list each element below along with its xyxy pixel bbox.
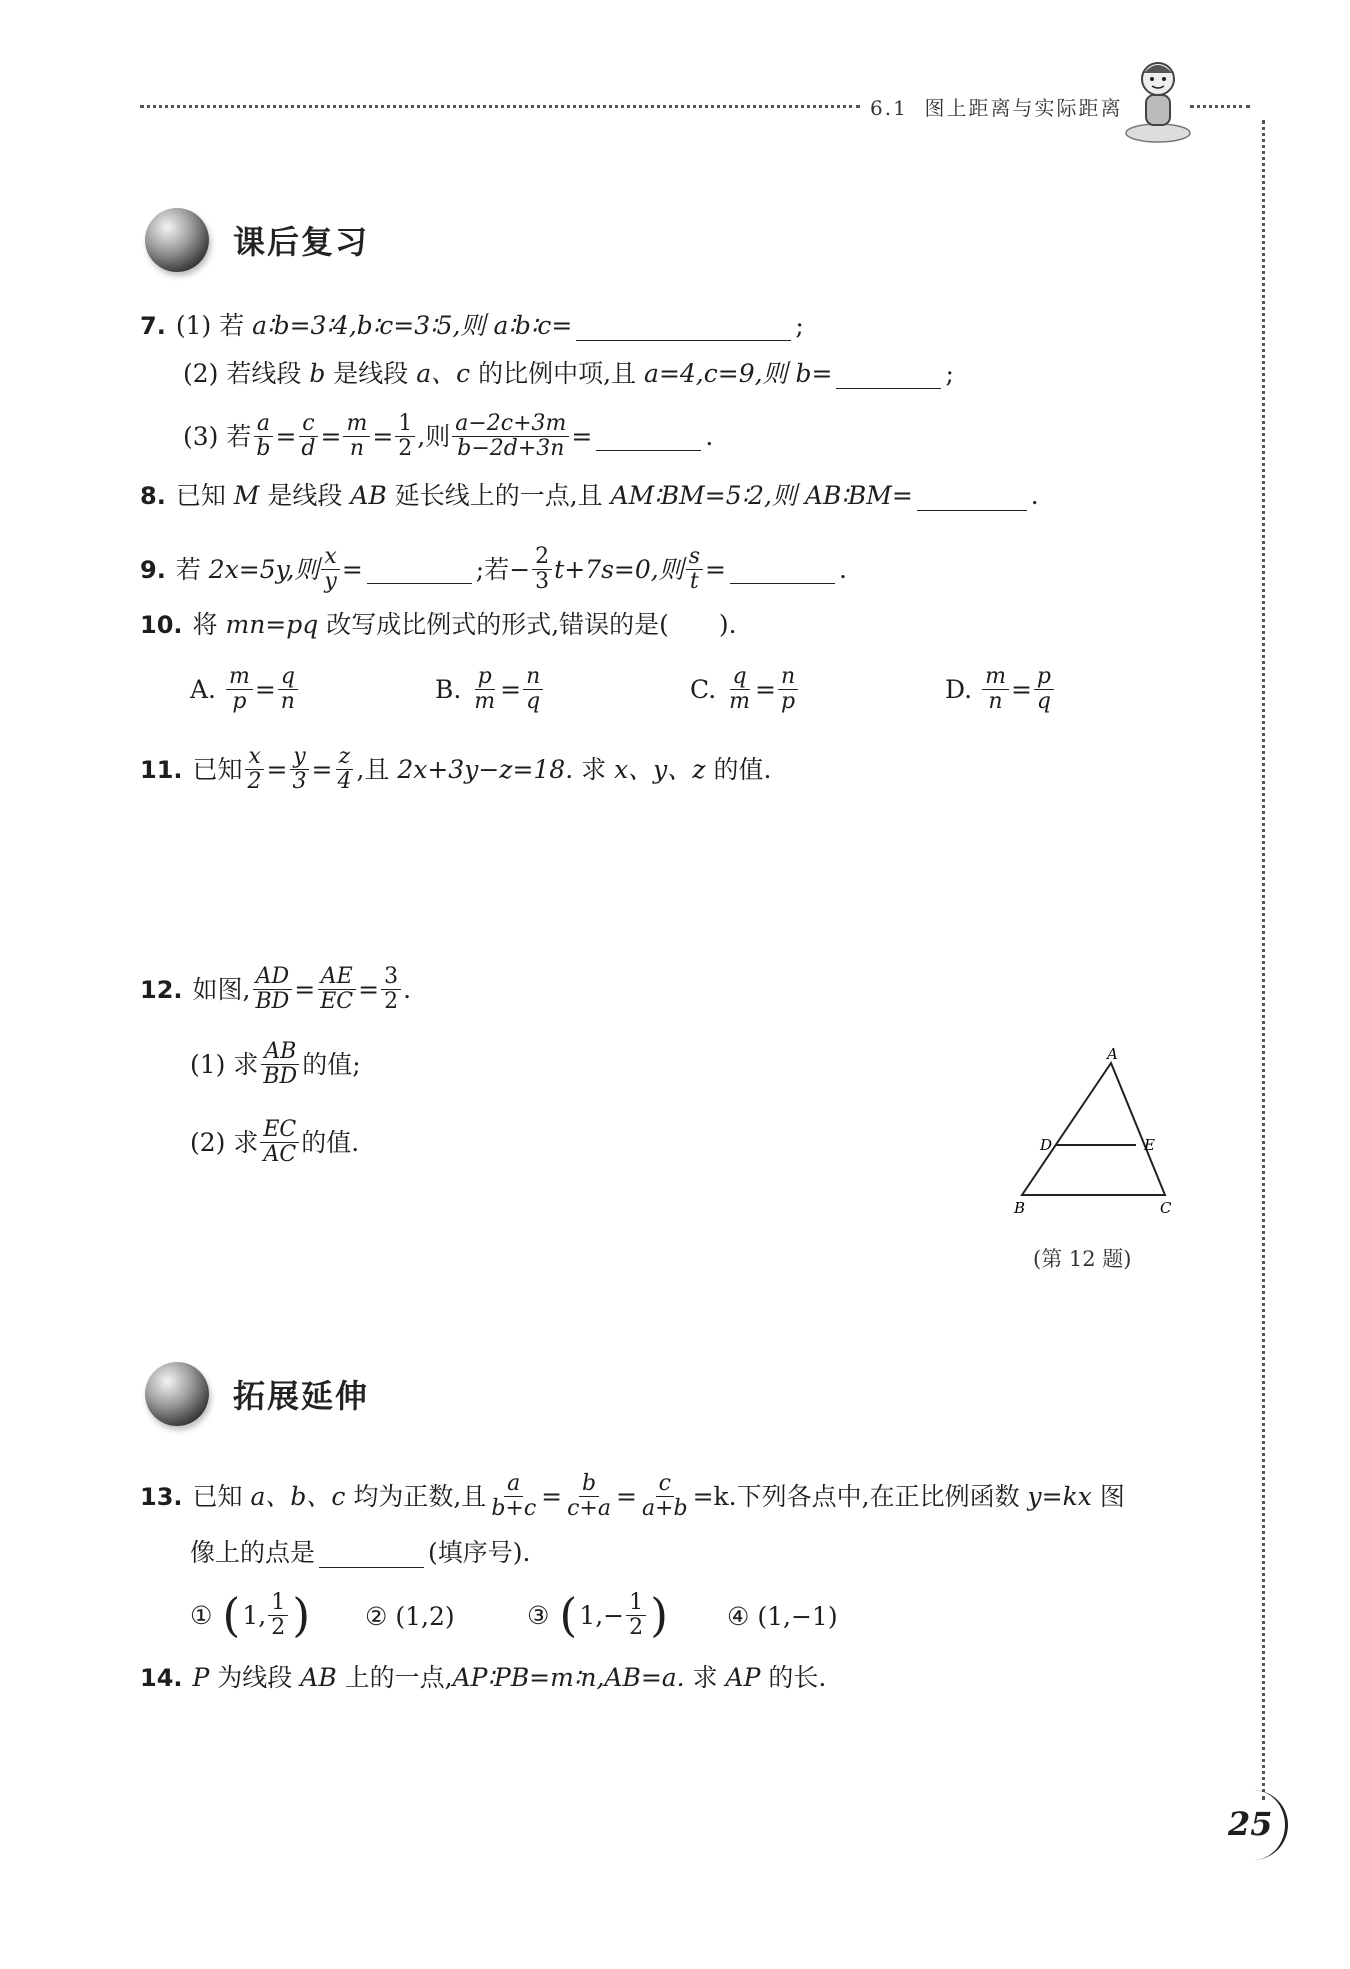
answer-blank[interactable] xyxy=(367,555,472,584)
page-number: 25 xyxy=(1228,1805,1273,1843)
question-14 xyxy=(140,1660,826,1696)
denominator: 2 xyxy=(384,989,399,1014)
option-label: C. xyxy=(690,675,717,704)
equals: = xyxy=(705,554,726,584)
numerator: c xyxy=(299,412,317,437)
fraction xyxy=(317,965,356,1014)
text: 的值. xyxy=(301,1127,360,1157)
fraction xyxy=(253,412,273,461)
question-7-part-3 xyxy=(183,412,713,461)
denominator: 2 xyxy=(398,436,413,461)
question-7-part-1 xyxy=(140,308,804,344)
section-heading-extension xyxy=(145,1362,369,1426)
text: (2) 若线段 xyxy=(183,359,302,388)
globe-icon xyxy=(145,208,209,272)
text: 是线段 xyxy=(267,481,343,510)
math-text: a∶b=3∶4,b∶c=3∶5,则 a∶b∶c= xyxy=(252,311,573,340)
numerator: z xyxy=(336,745,354,770)
header-dotted-rule-right xyxy=(1190,105,1250,108)
text: (1) 若 xyxy=(175,311,245,340)
numerator: AD xyxy=(253,965,293,990)
denominator: BD xyxy=(263,1064,298,1089)
numerator: 2 xyxy=(532,545,552,570)
answer-blank[interactable] xyxy=(596,422,701,451)
question-7-part-2 xyxy=(183,356,954,392)
text: 已知 xyxy=(192,754,243,784)
numerator: p xyxy=(1034,665,1054,690)
fraction xyxy=(226,665,253,714)
equals: = xyxy=(341,554,363,584)
math-text: a、b、c xyxy=(250,1481,346,1511)
question-13-line-2 xyxy=(190,1535,530,1571)
text: 1,− xyxy=(579,1600,625,1630)
denominator: q xyxy=(526,689,541,714)
equals: = xyxy=(320,421,342,451)
text: 图 xyxy=(1099,1481,1125,1511)
label-d: D xyxy=(1040,1136,1053,1154)
denominator: q xyxy=(1036,689,1051,714)
text: 将 xyxy=(192,610,218,639)
label-b: B xyxy=(1014,1199,1026,1217)
text: 像上的点是 xyxy=(190,1538,316,1567)
label-e: E xyxy=(1144,1136,1155,1154)
denominator: 2 xyxy=(247,769,262,794)
question-9 xyxy=(140,545,847,594)
question-13: 13. 已知 a、b、c 均为正数,且 $\frac{a}{b+c}$ = $\frac{b}{c+a}$ = $\frac{c}{a+b}$ =k.下列各点中,在正比例函数 y=kx 图 xyxy=(140,1471,1125,1521)
math-text: a=4,c=9,则 b= xyxy=(644,359,833,388)
fraction xyxy=(626,1591,646,1640)
numerator: m xyxy=(226,665,253,690)
question-number: 12. xyxy=(140,975,183,1004)
denominator: a+b xyxy=(641,1496,688,1521)
text: 已知 xyxy=(192,1481,243,1511)
math-text: b xyxy=(309,359,326,388)
denominator: b−2d+3n xyxy=(457,436,565,461)
fraction xyxy=(252,965,292,1014)
text: 的比例中项,且 xyxy=(478,359,637,388)
numerator: x xyxy=(245,745,263,770)
denominator: y xyxy=(324,569,337,594)
numerator: a xyxy=(254,412,273,437)
question-number: 14. xyxy=(140,1664,183,1692)
question-12-part-1 xyxy=(190,1040,361,1089)
numerator: q xyxy=(278,665,298,690)
punct: . xyxy=(1030,481,1039,510)
triangle-figure xyxy=(1010,1045,1180,1225)
numerator: a xyxy=(504,1472,523,1497)
fraction xyxy=(343,412,370,461)
fraction xyxy=(982,665,1009,714)
header-section-number: 6.1 xyxy=(870,96,908,120)
denominator: n xyxy=(280,689,295,714)
text: 改写成比例式的形式,错误的是( xyxy=(326,610,669,639)
fraction xyxy=(452,412,569,461)
math-text: 2x+3y−z=18. xyxy=(397,754,574,784)
math-text: M xyxy=(233,481,260,510)
text: 求 xyxy=(581,754,607,784)
denominator: 3 xyxy=(292,769,307,794)
option-b[interactable]: B. $\frac{p}{m}$ = $\frac{n}{q}$ xyxy=(435,665,545,714)
fraction xyxy=(639,1472,691,1521)
denominator: AC xyxy=(263,1142,297,1167)
text: 的值; xyxy=(302,1049,361,1079)
option-label: A. xyxy=(190,675,217,704)
punct: . xyxy=(705,421,714,451)
numerator: m xyxy=(343,412,370,437)
text: ,且 xyxy=(356,754,390,784)
math-text: x、y、z xyxy=(614,754,706,784)
text: 如图, xyxy=(192,974,251,1004)
section-title: 课后复习 xyxy=(233,223,370,261)
running-header xyxy=(870,92,1123,121)
text: 均为正数,且 xyxy=(353,1481,487,1511)
fraction xyxy=(260,1118,299,1167)
math-text: AM∶BM=5∶2,则 AB∶BM= xyxy=(610,481,913,510)
math-text: P xyxy=(192,1663,210,1692)
numerator: q xyxy=(730,665,750,690)
question-number: 9. xyxy=(140,555,166,584)
paren: ) xyxy=(650,1588,669,1642)
denominator: n xyxy=(349,436,364,461)
math-text: AB xyxy=(350,481,387,510)
numerator: n xyxy=(523,665,543,690)
text: (2) 求 xyxy=(190,1127,259,1157)
numerator: AB xyxy=(261,1040,299,1065)
text: (1) 求 xyxy=(190,1049,259,1079)
figure-caption: (第 12 题) xyxy=(1033,1247,1132,1271)
text: =k.下列各点中,在正比例函数 xyxy=(692,1481,1020,1511)
fraction xyxy=(395,412,415,461)
numerator: 1 xyxy=(395,412,415,437)
fraction xyxy=(1034,665,1054,714)
option-a[interactable]: A. $\frac{m}{p}$ = $\frac{q}{n}$ xyxy=(190,665,300,714)
question-8 xyxy=(140,478,1039,514)
text: ). xyxy=(718,610,737,639)
fraction xyxy=(381,965,401,1014)
question-11: 11. 已知 $\frac{x}{2}$ = $\frac{y}{3}$ = $\frac{z}{4}$ ,且 2x+3y−z=18. 求 x、y、z 的值. xyxy=(140,744,772,794)
fraction xyxy=(260,1040,300,1089)
fraction xyxy=(245,745,265,794)
section-heading-review xyxy=(145,208,369,272)
paren: ) xyxy=(292,1588,311,1642)
option-label: D. xyxy=(945,675,973,704)
numerator: 1 xyxy=(268,1591,288,1616)
math-text: AP xyxy=(725,1663,761,1692)
fraction xyxy=(289,745,309,794)
question-12: 12. 如图, $\frac{AD}{BD}$ = $\frac{AE}{EC}$ = $\frac{3}{2}$ . xyxy=(140,964,412,1014)
point-option-1 xyxy=(190,1590,312,1640)
denominator: 2 xyxy=(271,1614,286,1640)
point-option-4 xyxy=(727,1602,838,1631)
fraction xyxy=(532,545,552,594)
punct: . xyxy=(838,554,847,584)
denominator: m xyxy=(474,689,496,714)
question-12-part-2 xyxy=(190,1118,359,1167)
denominator: 3 xyxy=(535,569,550,594)
paren: ( xyxy=(222,1588,241,1642)
denominator: p xyxy=(232,689,247,714)
option-mark: ① xyxy=(190,1600,213,1630)
text: 的长. xyxy=(768,1663,827,1692)
denominator: b+c xyxy=(491,1496,537,1521)
header-title: 图上距离与实际距离 xyxy=(924,96,1123,120)
triangle-abc xyxy=(1022,1063,1165,1195)
question-number: 11. xyxy=(140,755,183,784)
numerator: x xyxy=(321,545,339,570)
numerator: AE xyxy=(318,965,356,990)
answer-blank[interactable] xyxy=(319,1539,424,1568)
denominator: d xyxy=(301,436,316,461)
option-mark: ④ xyxy=(727,1602,750,1631)
equals: = xyxy=(275,421,297,451)
fraction xyxy=(488,1472,539,1521)
punct: . xyxy=(403,974,412,1004)
fraction xyxy=(726,665,753,714)
right-margin-dotted-rule xyxy=(1262,120,1265,1800)
fraction xyxy=(564,1472,614,1521)
denominator: c+a xyxy=(567,1496,611,1521)
text: 上的一点, xyxy=(344,1663,453,1692)
denominator: b xyxy=(256,436,271,461)
mascot-illustration xyxy=(1120,55,1195,145)
fraction xyxy=(268,1591,288,1640)
math-text: y=kx xyxy=(1027,1481,1092,1511)
denominator: m xyxy=(729,689,751,714)
text: (填序号). xyxy=(428,1538,531,1567)
fraction xyxy=(278,665,298,714)
text: 是线段 xyxy=(333,359,409,388)
text: 的值. xyxy=(713,754,772,784)
punct: ; xyxy=(945,359,954,388)
option-label: B. xyxy=(435,675,462,704)
text: 已知 xyxy=(175,481,226,510)
question-number: 7. xyxy=(140,312,166,340)
text: 1, xyxy=(242,1600,267,1630)
option-d[interactable]: D. $\frac{m}{n}$ = $\frac{p}{q}$ xyxy=(945,665,1056,714)
label-a: A xyxy=(1107,1045,1118,1063)
question-number: 13. xyxy=(140,1482,183,1511)
fraction xyxy=(334,745,354,794)
numerator: EC xyxy=(260,1118,299,1143)
denominator: EC xyxy=(320,989,354,1014)
math-text: mn=pq xyxy=(225,610,319,639)
denominator: n xyxy=(988,689,1003,714)
header-dotted-rule xyxy=(140,105,860,108)
numerator: c xyxy=(656,1472,674,1497)
text: ,则 xyxy=(417,421,451,451)
punct: ; xyxy=(795,311,804,340)
text: 为线段 xyxy=(217,1663,293,1692)
question-10 xyxy=(140,607,737,643)
globe-network-icon xyxy=(145,1362,209,1426)
paren: ( xyxy=(559,1588,578,1642)
answer-blank[interactable] xyxy=(917,482,1027,511)
text: 若 xyxy=(175,554,201,584)
text: 求 xyxy=(692,1663,718,1692)
fraction xyxy=(471,665,498,714)
answer-blank[interactable] xyxy=(730,555,835,584)
denominator: p xyxy=(781,689,796,714)
point-option-3 xyxy=(527,1590,670,1640)
math-text: AP∶PB=m∶n,AB=a. xyxy=(452,1663,685,1692)
answer-blank[interactable] xyxy=(836,360,941,389)
option-mark: ② xyxy=(365,1602,388,1631)
denominator: 4 xyxy=(337,769,352,794)
math-text: 2x=5y,则 xyxy=(208,554,320,584)
numerator: y xyxy=(290,745,308,770)
option-c[interactable]: C. $\frac{q}{m}$ = $\frac{n}{p}$ xyxy=(690,665,800,714)
text: (3) 若 xyxy=(183,421,252,451)
numerator: n xyxy=(778,665,798,690)
numerator: s xyxy=(686,545,703,570)
text: (1,−1) xyxy=(757,1602,838,1631)
text: 延长线上的一点,且 xyxy=(394,481,603,510)
fraction xyxy=(321,545,339,594)
numerator: 1 xyxy=(626,1591,646,1616)
fraction xyxy=(298,412,318,461)
denominator: BD xyxy=(255,989,290,1014)
text: ;若− xyxy=(475,554,531,584)
section-title: 拓展延伸 xyxy=(233,1377,370,1415)
point-option-2 xyxy=(365,1602,455,1631)
numerator: 3 xyxy=(381,965,401,990)
math-text: AB xyxy=(300,1663,337,1692)
option-mark: ③ xyxy=(527,1600,550,1630)
equals: = xyxy=(372,421,394,451)
numerator: b xyxy=(579,1472,599,1497)
denominator: 2 xyxy=(629,1614,644,1640)
fraction xyxy=(686,545,703,594)
question-number: 10. xyxy=(140,611,183,639)
numerator: m xyxy=(982,665,1009,690)
equals: = xyxy=(571,421,593,451)
numerator: a−2c+3m xyxy=(452,412,569,437)
fraction xyxy=(523,665,543,714)
text: (1,2) xyxy=(395,1602,455,1631)
fraction xyxy=(778,665,798,714)
numerator: p xyxy=(475,665,495,690)
denominator: t xyxy=(689,569,699,594)
answer-blank[interactable] xyxy=(576,312,791,341)
label-c: C xyxy=(1160,1199,1172,1217)
math-text: t+7s=0,则 xyxy=(554,554,684,584)
question-number: 8. xyxy=(140,482,166,510)
math-text: a、c xyxy=(416,359,471,388)
